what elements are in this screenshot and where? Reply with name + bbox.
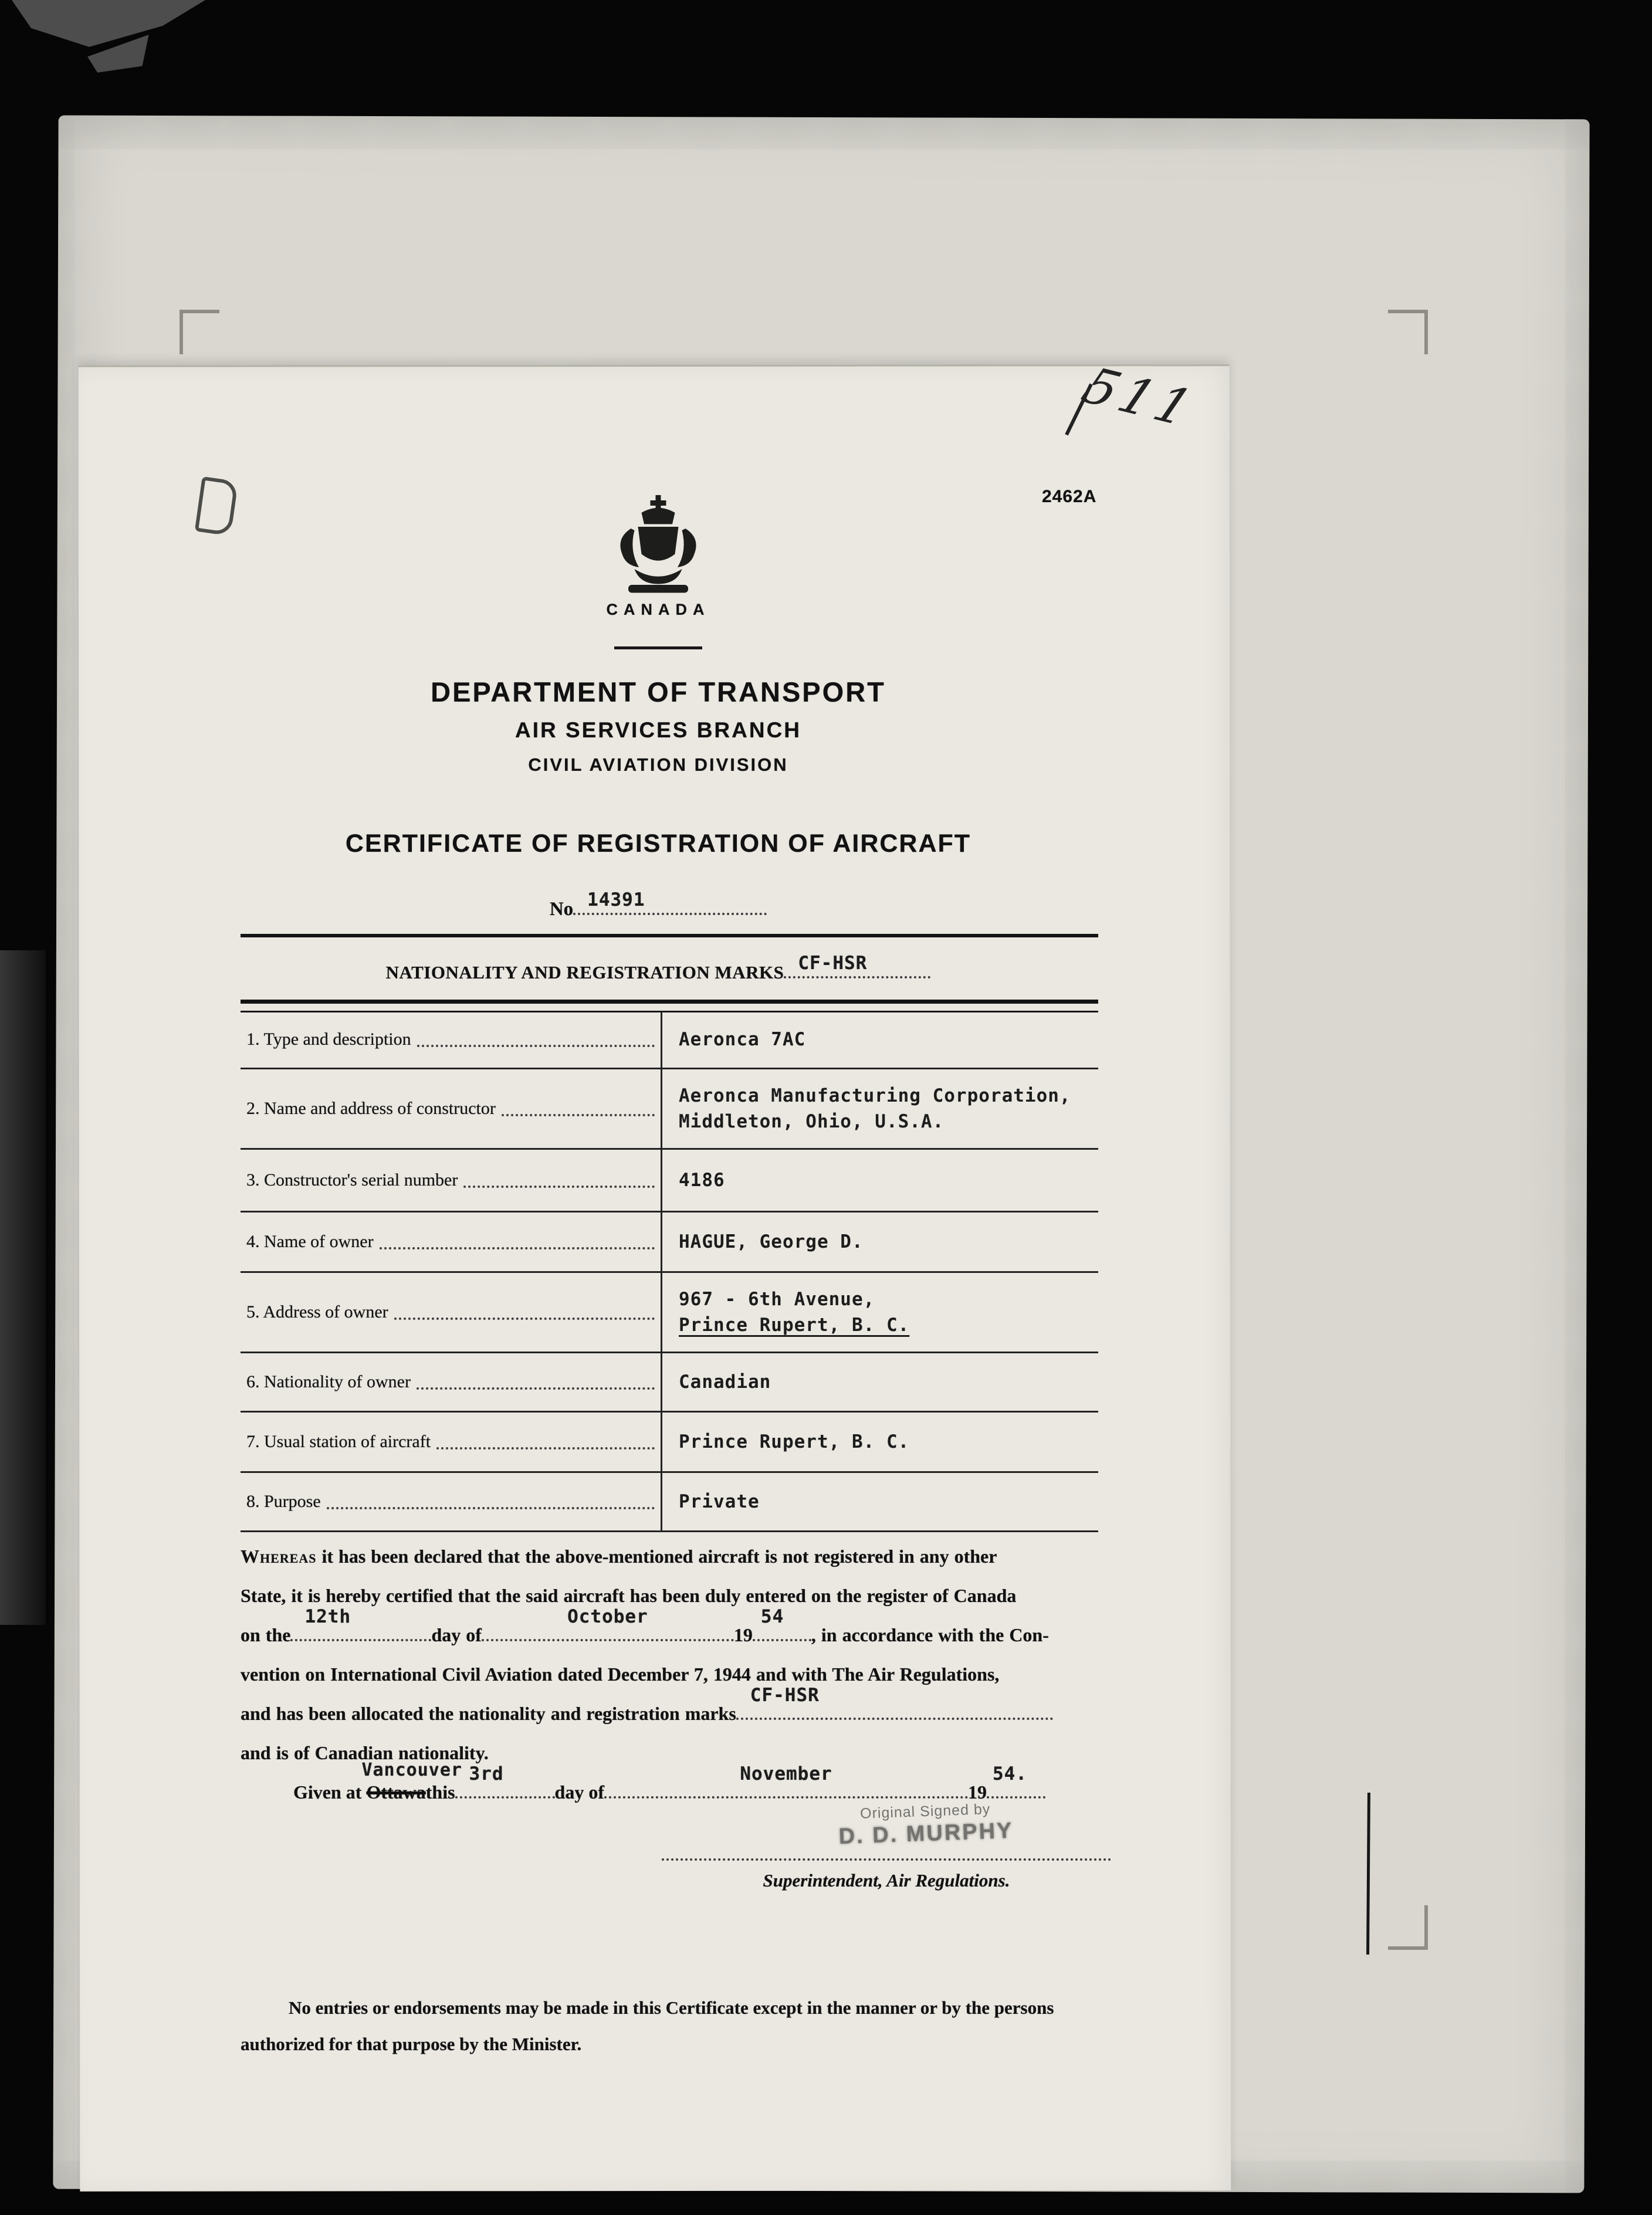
dot-leader (436, 1447, 655, 1449)
this-label: this (425, 1782, 455, 1803)
endorsement-note (241, 1990, 1111, 2062)
field-value: 967 - 6th Avenue, (679, 1289, 875, 1310)
declaration-text: it has been declared that the above-mentioned aircraft is not registered in any other (316, 1546, 997, 1567)
no-label: No (549, 899, 574, 920)
field-value: Aeronca Manufacturing Corporation, (679, 1085, 1071, 1106)
table-row (241, 1069, 1098, 1150)
no-blank (573, 889, 767, 915)
register-day-value: 12th (304, 1606, 351, 1627)
dot-leader (417, 1387, 655, 1390)
signature-line (662, 1858, 1111, 1861)
field-label: 6. Nationality of owner (246, 1372, 411, 1391)
field-label: 2. Name and address of constructor (246, 1099, 496, 1118)
heavy-rule (241, 934, 1098, 937)
issue-year-value: 54. (993, 1763, 1027, 1784)
register-year-blank (753, 1606, 811, 1641)
declaration-text: , in accordance with the Con- (811, 1624, 1049, 1645)
table-row (241, 1213, 1098, 1273)
register-day-blank (290, 1606, 431, 1641)
declaration-line: vention on International Civil Aviation dated December 7, 1944 and with The Air Regulations, (241, 1664, 1000, 1685)
given-at-label: Given at (293, 1782, 362, 1803)
table-row (241, 1011, 1098, 1069)
dot-leader (394, 1318, 655, 1320)
registration-marks-line (160, 953, 1157, 983)
division-title: CIVIL AVIATION DIVISION (528, 754, 788, 775)
film-artifact (0, 950, 46, 1625)
declaration-text: day of (431, 1624, 482, 1645)
declaration-text: and has been allocated the nationality and registration marks (241, 1703, 736, 1724)
field-value: Aeronca 7AC (679, 1029, 806, 1050)
field-label: 7. Usual station of aircraft (246, 1432, 431, 1451)
field-value: Prince Rupert, B. C. (679, 1315, 910, 1336)
dot-leader (380, 1247, 655, 1249)
double-rule (241, 1000, 1098, 1012)
certificate-number-value: 14391 (587, 889, 645, 910)
allocated-marks-value: CF-HSR (750, 1685, 820, 1706)
declaration-line (241, 1606, 1106, 1655)
field-value: HAGUE, George D. (679, 1231, 864, 1252)
table-row (241, 1473, 1098, 1532)
dot-leader (463, 1186, 655, 1188)
issue-day-blank (455, 1763, 555, 1799)
endorsement-line: authorized for that purpose by the Minister. (241, 2034, 582, 2054)
day-of-label: day of (554, 1782, 604, 1803)
table-row (241, 1273, 1098, 1353)
struck-place: Ottawa (366, 1782, 426, 1803)
declaration-line: State, it is hereby certified that the said aircraft has been duly entered on the register of Canada (241, 1585, 1017, 1606)
canada-coat-of-arms-icon (605, 493, 711, 600)
field-value: Private (679, 1491, 760, 1512)
corner-mark-icon (1388, 310, 1428, 354)
marks-label: NATIONALITY AND REGISTRATION MARKS (385, 962, 784, 983)
country-label: CANADA (606, 601, 710, 618)
divider-rule (614, 646, 702, 649)
declaration-line (241, 1537, 1106, 1576)
corner-mark-icon (1388, 1905, 1428, 1950)
register-month-blank (482, 1606, 734, 1641)
field-label: 8. Purpose (246, 1492, 321, 1511)
dot-leader (327, 1507, 655, 1509)
field-label: 3. Constructor's serial number (246, 1170, 458, 1190)
declaration-line: and is of Canadian nationality. (241, 1742, 489, 1763)
field-label: 4. Name of owner (246, 1232, 374, 1251)
registration-details-table (241, 1011, 1098, 1532)
whereas-word: Whereas (241, 1546, 317, 1567)
field-label: 1. Type and description (246, 1029, 411, 1049)
marks-blank (784, 953, 930, 978)
declaration-text: 19 (733, 1624, 753, 1645)
dot-leader (417, 1045, 655, 1047)
branch-title: AIR SERVICES BRANCH (514, 718, 802, 742)
register-year-value: 54 (760, 1606, 784, 1627)
declaration-paragraph (241, 1537, 1106, 1773)
department-title: DEPARTMENT OF TRANSPORT (431, 676, 886, 707)
film-artifact (12, 0, 205, 47)
field-value: Canadian (679, 1371, 771, 1393)
declaration-line (241, 1685, 1106, 1733)
handwritten-mark: 511 (1074, 357, 1206, 439)
endorsement-line: No entries or endorsements may be made in this Certificate except in the manner or by the persons (289, 1997, 1054, 2018)
signature-stamp (820, 1800, 1032, 1851)
declaration-text: on the (241, 1624, 291, 1645)
certificate-number-line (160, 889, 1157, 920)
corner-mark-icon (180, 310, 219, 354)
year-prefix: 19 (968, 1782, 987, 1803)
stamp-signature: D. D. MURPHY (838, 1818, 1014, 1850)
field-label: 5. Address of owner (246, 1302, 388, 1322)
field-value: Middleton, Ohio, U.S.A. (679, 1111, 945, 1132)
form-number: 2462A (1042, 487, 1097, 506)
field-value: 4186 (679, 1170, 725, 1191)
issue-month-blank (604, 1763, 968, 1799)
typed-place-value: Vancouver (361, 1760, 462, 1780)
issue-year-blank (987, 1763, 1045, 1799)
table-row (241, 1150, 1098, 1213)
stamp-line1: Original Signed by (859, 1801, 991, 1822)
issue-day-value: 3rd (469, 1763, 504, 1784)
issue-month-value: November (740, 1763, 832, 1784)
table-row (241, 1413, 1098, 1473)
certificate-title: CERTIFICATE OF REGISTRATION OF AIRCRAFT (345, 829, 971, 858)
register-month-value: October (567, 1606, 648, 1627)
dot-leader (502, 1114, 655, 1116)
allocated-marks-blank (736, 1685, 1053, 1720)
table-row (241, 1353, 1098, 1413)
signatory-title: Superintendent, Air Regulations. (763, 1870, 1010, 1891)
registration-marks-value: CF-HSR (798, 953, 868, 974)
field-value: Prince Rupert, B. C. (679, 1431, 910, 1452)
